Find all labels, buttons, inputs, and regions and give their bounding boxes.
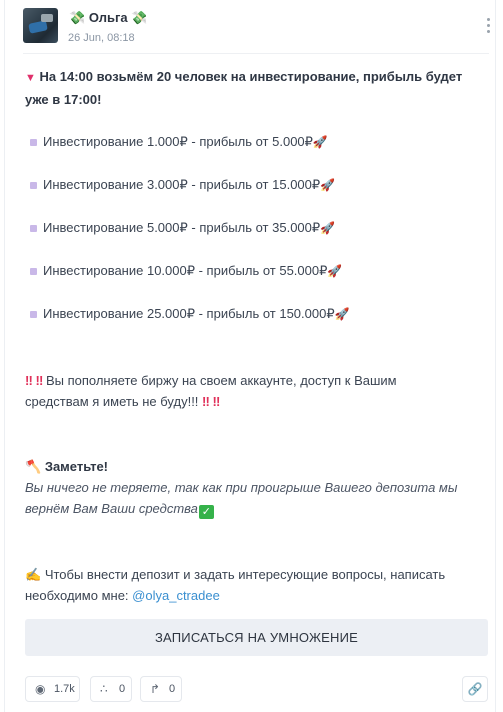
post-footer — [25, 676, 488, 702]
bullet-icon — [30, 268, 37, 275]
rocket-icon: 🚀 — [320, 221, 336, 235]
more-options-icon[interactable] — [487, 18, 491, 34]
avatar[interactable] — [23, 8, 58, 43]
headline: ▼ На 14:00 возьмём 20 человек на инвестирование, прибыль будет уже в 17:00! — [25, 69, 463, 107]
double-exclamation-icon: ‼ — [202, 394, 209, 409]
investment-item: Инвестирование 25.000₽ - прибыль от 150.000₽🚀 — [25, 303, 487, 325]
forward-icon: ↱ — [150, 682, 161, 696]
shares-counter[interactable]: ∴ 0 — [90, 676, 132, 702]
rocket-icon: 🚀 — [312, 135, 328, 149]
forwards-counter[interactable]: ↱ 0 — [140, 676, 182, 702]
money-icon: 💸 — [131, 10, 148, 25]
double-exclamation-icon: ‼ — [212, 394, 220, 409]
bullet-icon — [30, 139, 37, 146]
post-header — [23, 8, 493, 48]
copy-link-icon[interactable]: 🔗 — [462, 676, 488, 702]
axe-icon: 🪓 — [25, 459, 42, 474]
rocket-icon: 🚀 — [327, 264, 343, 278]
double-exclamation-icon: ‼ — [25, 373, 32, 388]
money-icon: 💸 — [69, 10, 86, 25]
bullet-icon — [30, 182, 37, 189]
triangle-down-icon: ▼ — [25, 72, 36, 84]
post-date: 26 Jun, 08:18 — [68, 32, 135, 44]
investment-item: Инвестирование 10.000₽ - прибыль от 55.000₽🚀 — [25, 260, 487, 282]
double-exclamation-icon: ‼ — [35, 373, 43, 388]
investment-item: Инвестирование 1.000₽ - прибыль от 5.000₽🚀 — [25, 131, 487, 153]
contact-handle-link[interactable]: @olya_ctradee — [132, 588, 220, 603]
warning-text: ‼ ‼ Вы пополняете биржу на своем аккаунте, доступ к Вашим средствам я иметь не буду!!! ‼ ‼ — [25, 373, 397, 409]
check-mark-icon: ✓ — [199, 505, 214, 519]
views-counter[interactable]: ◉ 1.7k — [25, 676, 80, 702]
bullet-icon — [30, 311, 37, 318]
investment-item: Инвестирование 3.000₽ - прибыль от 15.000₽🚀 — [25, 174, 487, 196]
divider — [23, 53, 489, 54]
contact-block: ✍ Чтобы внести депозит и задать интересующие вопросы, написать необходимо мне: @olya_ctradee — [25, 567, 446, 603]
eye-icon: ◉ — [35, 682, 46, 696]
rocket-icon: 🚀 — [334, 307, 350, 321]
investment-item: Инвестирование 5.000₽ - прибыль от 35.000₽🚀 — [25, 217, 487, 239]
author-name[interactable]: 💸 Ольга 💸 — [69, 10, 148, 25]
share-icon: ∴ — [100, 682, 108, 696]
writing-hand-icon: ✍ — [25, 567, 42, 582]
rocket-icon: 🚀 — [320, 178, 336, 192]
cta-button[interactable]: ЗАПИСАТЬСЯ НА УМНОЖЕНИЕ — [25, 619, 488, 656]
bullet-icon — [30, 225, 37, 232]
note-block: 🪓 Заметьте! Вы ничего не теряете, так как при проигрыше Вашего депозита мы вернём Вам Ваши средства ✓ — [25, 459, 458, 518]
post-card — [4, 0, 496, 712]
